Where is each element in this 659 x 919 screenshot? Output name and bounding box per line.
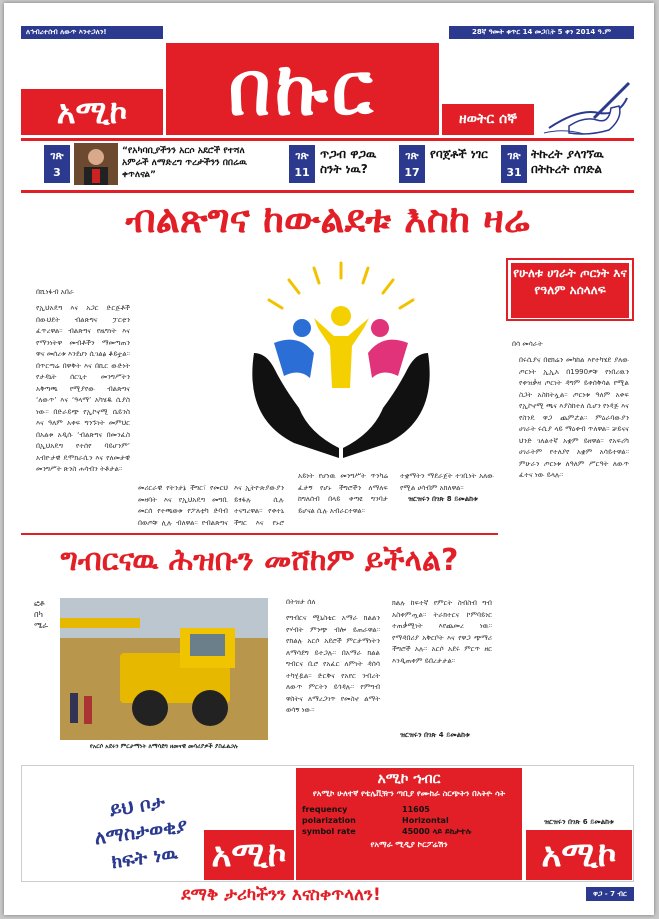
footer-slogan: ደማቅ ታሪካችንን እናስቀጥላለን! xyxy=(181,885,381,905)
ad-space-text: ይህ ቦታ ለማስታወቂያ ክፍት ነዉ xyxy=(93,791,189,874)
continued-note: ዝርዝሩን በገጽ 6 ይመልከቱ xyxy=(544,818,614,826)
teaser-text[interactable]: “የአካባቢያችንን አርሶ አደሮች የተሻለ አምራች ለማድረግ ጥረታችንን በበሬዉ ቀጥለናል” xyxy=(122,146,247,180)
article-column: አይነት የሆነዉ መንግሥት ጥንካሬ ፈታኝ የሆኑ ችግሮችን ለማለፍ ከግለሰብ በላይ ቀጣዩ ግንባታ ይሆናል ሲሉ አብራርተዋል። xyxy=(298,472,388,515)
article-column: ተቋማትን ማደራጀት ተገቢነት አለው የሚል ሀሳብም አክለዋል። xyxy=(400,472,494,492)
teaser-page-badge: ገጽ 11 xyxy=(289,145,315,183)
ad-tv-details: frequency 11605 polarization Horizontal symbol rate 45000 ላይ ይከታተሉ xyxy=(302,805,472,836)
article-column: የኢህአዴግ እና አጋር ድርጅቶች በውህደት ብልጽግና ፓርቲን ፈጥረዋል። ብልጽግና የዜግነት እና የማንነትዋ መብቶችን ማመጣጠን ዋና መሰረቱ እንደሆነ ሲገልፅ ቆይቷል። በጥርጣሬ በዋቅት እና በኪር ውድነት የታዳኒት ሰርጊተ መንግሥትን አቅጣጫ የሚያየው ብልጽግና ‘ለውጥ’ እና ‘ዓላማ’ አካሄዱ ሲያስ ነው። በድራይጭ የኢኮኖሚ ሴይንስ እና ዓለም አቀፍ ግንኙነት መምህር በአልቱ አዲሱ ‘ብልጽግና በመንፈስ በኢህአዴግ የተሰየ ባይሆንም’ አብዮታዊ ዴሞክራሲን እና የለመታዊ መንግሥት ጽንስ ሐሳብን ትቶታል። xyxy=(36,304,130,473)
ad-logo-left: አሚኮ xyxy=(204,830,294,880)
byline: በትዝታ ሰለ xyxy=(286,598,316,606)
newspaper-page xyxy=(4,3,654,915)
ad-tv-title: አሚኮ ኀብር xyxy=(377,771,441,787)
article-column: መሪርራዊ የትንታኔ ችግር፣ የመርህ መዛባት እና የኢህአዴግ መግቢ መርሰ የተጫወቱ የፖለቲካ ድባብ በወጦቹ ሊሉ ብለዋል። የብልጽግና xyxy=(138,484,228,527)
writing-hand-icon xyxy=(539,78,634,138)
masthead-title: በኩር xyxy=(166,43,439,135)
side-article-title: የሁለቱ ሀገራት ጦርነት እና የዓለም አሰላለፍ xyxy=(511,263,629,318)
teaser-photo xyxy=(74,143,118,185)
ad-logo-right: አሚኮ xyxy=(526,830,632,880)
main-headline: ብልጽግና ከውልደቱ እስከ ዛሬ xyxy=(125,197,530,241)
teaser-page-badge: ገጽ 31 xyxy=(501,145,527,183)
article-column: ክልሉ ከፍተኛ የምርት ስብስብ ግብ አስቀምጧል። ትራክተርና ኮምባይነር ተጠቃሚነት እየጨመረ ነዉ። የማዳበሪያ አቅርቦት እና የዋጋ ጭማሪ ችግሮች አሉ። አርሶ አደሩ ምርጥ ዘር እንዲጠቀም ይበረታታል። xyxy=(392,599,492,665)
teaser-text[interactable]: የባጀቶች ነገር xyxy=(430,147,488,161)
article-column: የግብርና ሚኒስቴር አማራ ክልልን የሃብት ምንጭ ብሎ ይጠራዋል። የክልሉ አርሶ አደሮች ምርታማነትን ለማሳደግ ይተጋሉ። በአማራ ክልል ግብርና ቢሮ የአፈር ለምነት ዳሰሳ ተካሂዷል። ድርቅና የአየር ንብረት ለውጥ ምርትን ይጎዳሉ። የምግብ ዋስትና ለማረጋገጥ የመስኖ ልማት ወሳኝ ነው። xyxy=(286,614,380,714)
side-article-body: በሩሲያና በዩክሬን መካከል እየተካሄደ ያለው ጦርነት ኢኢአ በ1990ዎቹ የነበረዉን የቀዝቃዛ ጦርነት ዳግም ይቀሰቅሳል የሚል ስጋት አስከትሏል። ጦርነቱ ዓለም አቀፍ የኢኮኖሚ ጫና እያስከተለ ሲሆን የነዳጅ እና የስንዴ ዋጋ ጨምሯል። ምዕራባውያን ሀገራት ሩሲያ ላይ ማዕቀብ ጥለዋል። ቻይናና ህንድ ገለልተኛ አቋም ይዘዋል። የአፍሪካ ሀገራትም የተለያየ አቋም አሳይተዋል። ምሁራን ጦርነቱ ለዓለም ሥርዓት ለውጥ ፈተና ነው ይላሉ። xyxy=(519,356,629,479)
hands-people-illustration xyxy=(214,258,469,478)
masthead-subtitle: ዘወትር ሰኞ xyxy=(442,104,534,135)
photo-caption: የአርሶ አደሩን ምርታማነት ለማሳደግ ዘመናዊ መሳሪያዎች ያስፈልጋሉ xyxy=(89,743,239,750)
teaser-page-badge: ገጽ 3 xyxy=(44,145,70,183)
tagline-bar: ለኅብረተሰብ ለውጥ እንተጋለን! xyxy=(21,26,163,39)
continued-note: ዝርዝሩን በገጽ 8 ይመልከቱ xyxy=(408,495,478,503)
photo-credit-vertical: ፎቶ በካሜራ xyxy=(34,599,48,630)
price-tag: ዋጋ - 7 ብር xyxy=(586,887,634,901)
masthead-divider xyxy=(21,138,634,141)
article-column: እና ኢትዮጵያውያን ይፃፋሉ ሲሉ ተናግረዋል። የቀተኒ ችግር እና የኑሮ xyxy=(234,484,284,527)
section-divider xyxy=(21,533,498,535)
ad-tv-footer: የአማራ ሚዲያ ኮርፖሬሽን xyxy=(370,840,448,849)
ad-tv-subtitle: የአሚኮ ሁለተኛ የቴሌቪዥን ጣቢያ የሙከራ ስርጭትን በአትዮ ሳት xyxy=(312,789,506,798)
continued-note: ዝርዝሩን በገጽ 4 ይመልከቱ xyxy=(400,731,470,739)
teaser-text[interactable]: ጥጋብ ዋጋዉ ስንት ነዉ? xyxy=(320,147,377,176)
teaser-page-badge: ገጽ 17 xyxy=(399,145,425,183)
teaser-text[interactable]: ትኩረት ያላገኘዉ በትኩረት ሰገድል xyxy=(531,147,604,176)
byline: በሳ መሳራት xyxy=(512,340,543,348)
second-headline: ግብርናዉ ሕዝቡን መሸከም ይችላል? xyxy=(60,543,459,578)
side-article-title-box xyxy=(506,258,634,321)
ad-tv-box xyxy=(296,768,522,880)
harvest-photo xyxy=(60,598,268,740)
byline: በሺነፋብ አበራ xyxy=(36,288,74,296)
small-logo: አሚኮ xyxy=(21,89,163,135)
dateline-bar: 28ኛ ዓመት ቁጥር 14 መጋቢት 5 ቀን 2014 ዓ.ም xyxy=(449,26,634,39)
